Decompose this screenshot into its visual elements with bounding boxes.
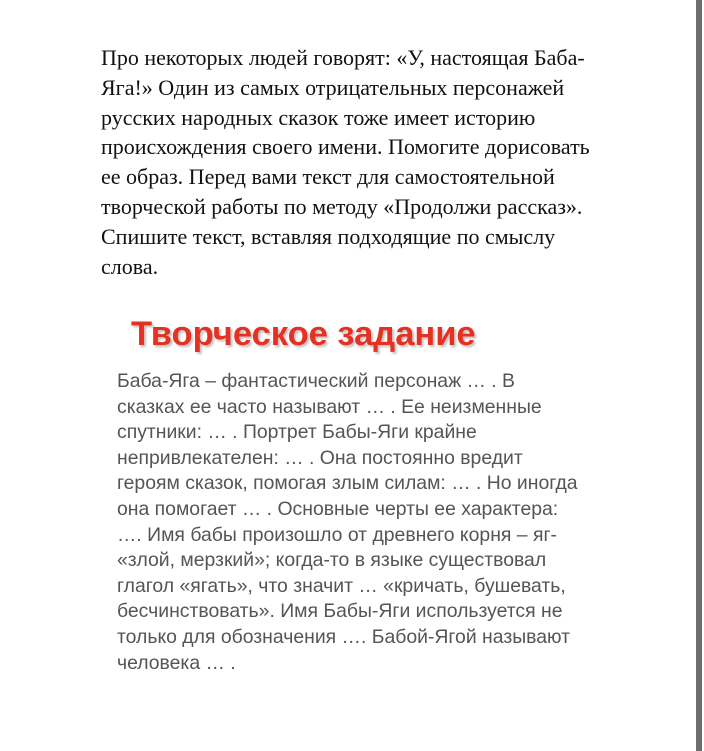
intro-paragraph: Про некоторых людей говорят: «У, настоящая Баба- Яга!» Один из самых отрицательных персонажей русских народных сказок тоже имеет историю происхождения своего имени. Помогите дорисовать ее образ. Перед вами текст для самостоятельной творческой работы по методу «Продолжи рассказ». Спишите текст, вставляя подходящие по смыслу слова. bbox=[101, 45, 590, 279]
page-right-edge bbox=[694, 0, 704, 751]
page-edge-bar bbox=[696, 0, 702, 751]
task-body-text: Баба-Яга – фантастический персонаж … . В сказках ее часто называют … . Ее неизменные спутники: … . Портрет Бабы-Яги крайне непривлекателен: … . Она постоянно вредит героям сказок, помогая злым силам: … . Но иногда она помогает … . Основные черты ее характера: …. Имя бабы произошло от древнего корня – яг- «злой, мерзкий»; когда-то в языке существовал глагол «ягать», что значит … «кричать, бушевать, бесчинствовать». Имя Бабы-Яги используется не только для обозначения …. Бабой-Ягой называют человека … . bbox=[117, 370, 578, 674]
task-title: Творческое задание bbox=[131, 315, 476, 353]
